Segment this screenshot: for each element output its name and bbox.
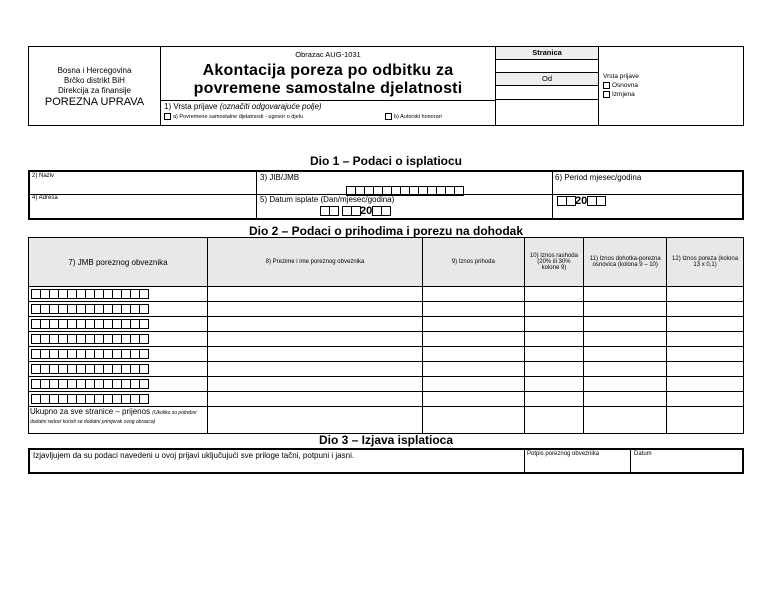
table-cell[interactable] bbox=[584, 317, 667, 332]
table-cell[interactable] bbox=[667, 392, 744, 407]
col10-header: 10) Iznos rashoda (20% ili 30% kolone 9) bbox=[524, 238, 584, 287]
table-row bbox=[29, 377, 744, 392]
org-line-1: Bosna i Hercegovina bbox=[57, 66, 132, 75]
payment-date-label: 5) Datum isplate (Dan/mjesec/godina) bbox=[260, 195, 395, 204]
table-cell[interactable] bbox=[584, 332, 667, 347]
declaration-date-label: Datum bbox=[634, 451, 652, 457]
col8-header: 8) Prezime i ime poreznog obveznika bbox=[207, 238, 422, 287]
table-cell[interactable] bbox=[524, 377, 584, 392]
table-header-row bbox=[29, 238, 744, 287]
table-cell[interactable] bbox=[207, 302, 422, 317]
page-field[interactable] bbox=[496, 60, 598, 73]
jmb-digit-box[interactable] bbox=[139, 379, 149, 389]
table-cell[interactable] bbox=[29, 347, 208, 362]
table-cell[interactable] bbox=[667, 302, 744, 317]
table-cell[interactable] bbox=[29, 362, 208, 377]
payment-date-field[interactable] bbox=[320, 205, 390, 217]
title-block bbox=[161, 47, 495, 125]
date-year-prefix: 20 bbox=[360, 205, 373, 217]
page-label: Stranica bbox=[496, 47, 598, 60]
report-option-amendment[interactable] bbox=[603, 90, 639, 99]
table-cell[interactable] bbox=[584, 302, 667, 317]
declaration-text: Izjavljujem da su podaci navedeni u ovoj prijavi uključujući sve priloge tačni, potpuni i jasni. bbox=[33, 451, 355, 460]
checkbox-amendment[interactable] bbox=[603, 91, 610, 98]
org-line-2: Brčko distrikt BiH bbox=[64, 76, 125, 85]
report-kind-label: 1) Vrsta prijave bbox=[164, 102, 218, 111]
table-cell[interactable] bbox=[584, 392, 667, 407]
part3-box bbox=[28, 448, 744, 474]
form-header bbox=[28, 46, 744, 126]
org-line-4: POREZNA UPRAVA bbox=[44, 96, 145, 108]
payer-name-label: 2) Naziv bbox=[32, 173, 55, 179]
col9-header: 9) Iznos prihoda bbox=[423, 238, 525, 287]
table-cell[interactable] bbox=[29, 287, 208, 302]
period-year-prefix: 20 bbox=[575, 195, 588, 207]
table-cell[interactable] bbox=[524, 392, 584, 407]
total-col12[interactable] bbox=[667, 407, 744, 434]
table-cell[interactable] bbox=[423, 392, 525, 407]
table-cell[interactable] bbox=[584, 347, 667, 362]
table-cell[interactable] bbox=[207, 317, 422, 332]
kind-option-a[interactable] bbox=[164, 113, 303, 120]
total-note: (Ukoliko su potrebni dodatni redovi koristi se dodatni primjerak ovog obrasca) bbox=[30, 410, 197, 425]
table-cell[interactable] bbox=[524, 302, 584, 317]
table-cell[interactable] bbox=[29, 317, 208, 332]
report-type bbox=[603, 72, 639, 99]
checkbox-a[interactable] bbox=[164, 113, 171, 120]
table-cell[interactable] bbox=[423, 287, 525, 302]
table-row bbox=[29, 347, 744, 362]
table-cell[interactable] bbox=[667, 287, 744, 302]
form-title-line-1: Akontacija poreza po odbitku za bbox=[202, 62, 454, 79]
part1-box bbox=[28, 170, 744, 220]
table-cell[interactable] bbox=[667, 332, 744, 347]
table-cell[interactable] bbox=[207, 287, 422, 302]
page-counter bbox=[495, 47, 599, 125]
report-option-original-label: Osnovna bbox=[612, 82, 639, 89]
table-cell[interactable] bbox=[423, 332, 525, 347]
table-cell[interactable] bbox=[29, 392, 208, 407]
table-cell[interactable] bbox=[207, 332, 422, 347]
jmb-digit-box[interactable] bbox=[139, 319, 149, 329]
part2-title: Dio 2 – Podaci o prihodima i porezu na dohodak bbox=[248, 224, 524, 238]
col7-header: 7) JMB poreznog obveznika bbox=[29, 238, 208, 287]
total-col10[interactable] bbox=[524, 407, 584, 434]
report-kind-row bbox=[164, 102, 322, 111]
table-cell[interactable] bbox=[29, 377, 208, 392]
table-row bbox=[29, 332, 744, 347]
table-row bbox=[29, 362, 744, 377]
table-cell[interactable] bbox=[207, 377, 422, 392]
of-field[interactable] bbox=[496, 86, 598, 100]
table-cell[interactable] bbox=[584, 287, 667, 302]
total-col8 bbox=[207, 407, 422, 434]
form-code: Obrazac AUG-1031 bbox=[295, 50, 361, 59]
table-row bbox=[29, 392, 744, 407]
total-row bbox=[29, 407, 744, 434]
period-field[interactable] bbox=[557, 195, 605, 207]
table-cell[interactable] bbox=[667, 317, 744, 332]
jmb-digit-box[interactable] bbox=[139, 364, 149, 374]
table-cell[interactable] bbox=[524, 332, 584, 347]
table-cell[interactable] bbox=[423, 302, 525, 317]
table-row bbox=[29, 302, 744, 317]
report-option-amendment-label: Izmjena bbox=[612, 91, 635, 98]
table-cell[interactable] bbox=[524, 317, 584, 332]
jmb-digit-box[interactable] bbox=[139, 334, 149, 344]
table-cell[interactable] bbox=[423, 377, 525, 392]
report-kind-hint: (označiti odgovarajuće polje) bbox=[219, 102, 322, 111]
table-cell[interactable] bbox=[524, 362, 584, 377]
signature-label: Potpis poreznog obveznika bbox=[527, 451, 600, 457]
part3-title: Dio 3 – Izjava isplatioca bbox=[318, 433, 454, 447]
table-cell[interactable] bbox=[207, 392, 422, 407]
table-row bbox=[29, 317, 744, 332]
table-cell[interactable] bbox=[29, 332, 208, 347]
kind-option-b-label: b) Autorski honorari bbox=[394, 113, 442, 120]
table-cell[interactable] bbox=[667, 377, 744, 392]
kind-option-a-label: a) Povremene samostalne djelatnosti - ugovor o djelu bbox=[173, 113, 303, 120]
income-table bbox=[28, 237, 744, 434]
form-title-line-2: povremene samostalne djelatnosti bbox=[193, 80, 463, 97]
table-cell[interactable] bbox=[423, 347, 525, 362]
table-cell[interactable] bbox=[667, 362, 744, 377]
jmb-digit-box[interactable] bbox=[139, 349, 149, 359]
period-label: 6) Period mjesec/godina bbox=[555, 173, 642, 182]
table-cell[interactable] bbox=[29, 302, 208, 317]
total-label: Ukupno za sve stranice – prijenos bbox=[30, 407, 151, 416]
col12-header: 12) Iznos poreza (kolona 13 x 0,1) bbox=[667, 238, 744, 287]
total-col9[interactable] bbox=[423, 407, 525, 434]
checkbox-original[interactable] bbox=[603, 82, 610, 89]
org-line-3: Direkcija za finansije bbox=[58, 86, 131, 95]
table-cell[interactable] bbox=[207, 362, 422, 377]
col11-header: 11) Iznos dohotka-porezna osnovica (kolona 9 – 10) bbox=[584, 238, 667, 287]
table-cell[interactable] bbox=[524, 347, 584, 362]
kind-option-b[interactable] bbox=[385, 113, 442, 120]
table-row bbox=[29, 287, 744, 302]
jmb-digit-box[interactable] bbox=[139, 289, 149, 299]
table-cell[interactable] bbox=[423, 362, 525, 377]
table-cell[interactable] bbox=[423, 317, 525, 332]
table-cell[interactable] bbox=[584, 362, 667, 377]
table-cell[interactable] bbox=[584, 377, 667, 392]
total-col11[interactable] bbox=[584, 407, 667, 434]
address-label: 4) Adresa bbox=[32, 195, 58, 201]
jmb-digit-box[interactable] bbox=[139, 304, 149, 314]
table-cell[interactable] bbox=[524, 287, 584, 302]
issuer-block bbox=[29, 47, 161, 125]
of-label: Od bbox=[496, 73, 598, 86]
table-cell[interactable] bbox=[667, 347, 744, 362]
jib-label: 3) JIB/JMB bbox=[260, 173, 300, 182]
checkbox-b[interactable] bbox=[385, 113, 392, 120]
report-option-original[interactable] bbox=[603, 81, 639, 90]
jmb-digit-box[interactable] bbox=[139, 394, 149, 404]
part1-title: Dio 1 – Podaci o isplatiocu bbox=[309, 154, 463, 168]
table-cell[interactable] bbox=[207, 347, 422, 362]
total-cell bbox=[29, 407, 208, 434]
report-type-label: Vrsta prijave bbox=[603, 73, 639, 80]
